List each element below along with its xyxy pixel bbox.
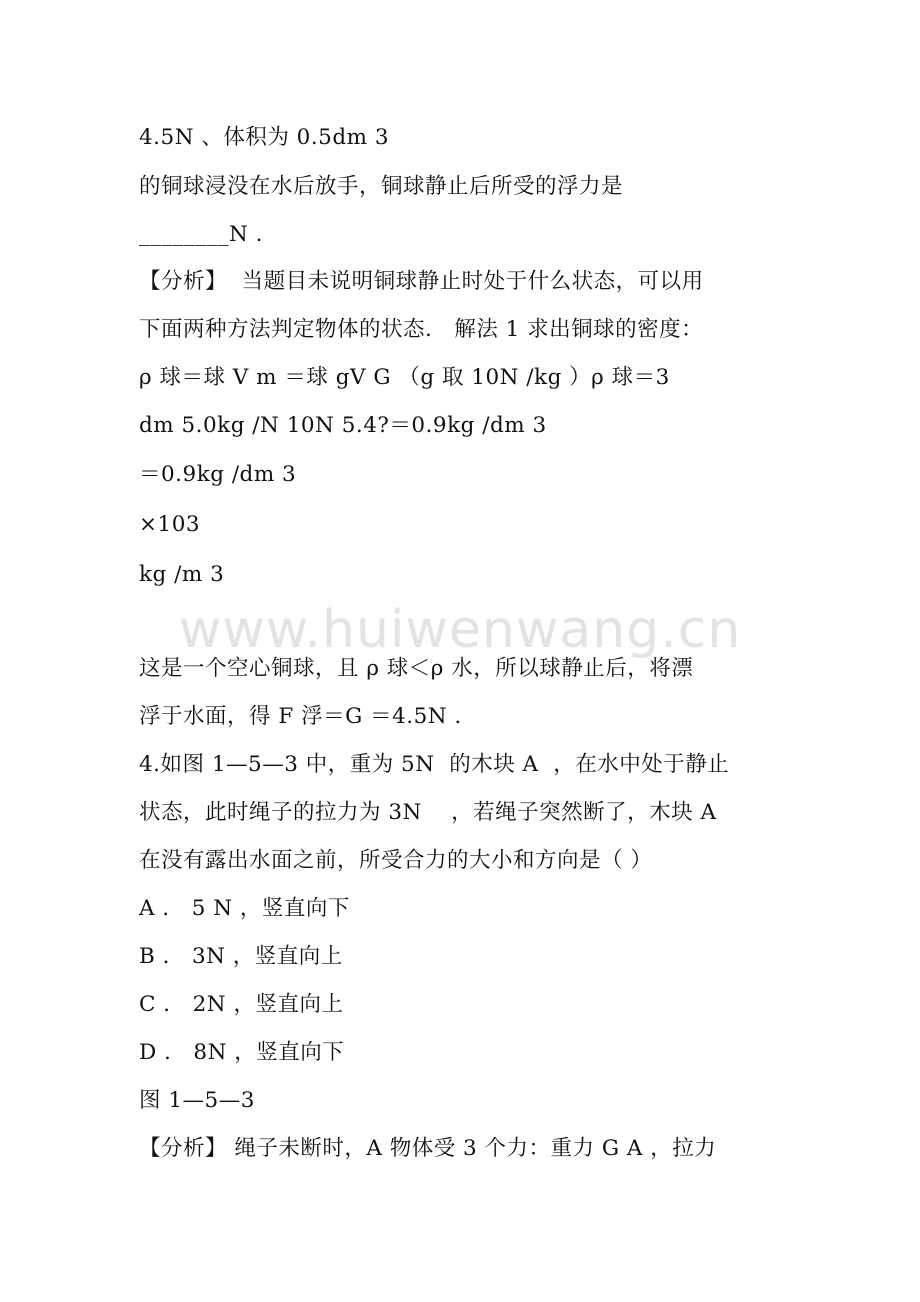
text-line: ________N . (139, 222, 263, 247)
text-line: 4.如图 1—5—3 中，重为 5N 的木块 A ，在水中处于静止 (139, 752, 730, 777)
text-line: 下面两种方法判定物体的状态. 解法 1 求出铜球的密度： (139, 317, 704, 342)
text-line: 图 1—5—3 (139, 1088, 255, 1113)
text-line: B ． 3N ，竖直向上 (139, 944, 343, 969)
text-line: 在没有露出水面之前，所受合力的大小和方向是（ ） (139, 848, 653, 873)
text-line: 【分析】 当题目未说明铜球静止时处于什么状态，可以用 (139, 269, 704, 294)
text-line: 的铜球浸没在水后放手，铜球静止后所受的浮力是 (139, 174, 624, 199)
text-line: ＝0.9kg /dm 3 (139, 462, 297, 487)
text-line: dm 5.0kg /N 10N 5.4?＝0.9kg /dm 3 (139, 413, 547, 438)
text-line: 状态，此时绳子的拉力为 3N ，若绳子突然断了，木块 A (139, 800, 717, 825)
text-line: 这是一个空心铜球，且 ρ 球＜ρ 水，所以球静止后，将漂 (139, 656, 694, 681)
text-line: D ． 8N ，竖直向下 (139, 1040, 345, 1065)
text-line: ×103 (139, 512, 201, 537)
text-line: 【分析】 绳子未断时，A 物体受 3 个力：重力 G A ，拉力 (139, 1136, 717, 1161)
text-line: 4.5N 、体积为 0.5dm 3 (139, 125, 390, 150)
text-line: C ． 2N ，竖直向上 (139, 992, 344, 1017)
text-line: kg /m 3 (139, 562, 225, 587)
text-line: A ． 5 N ，竖直向下 (139, 896, 350, 921)
watermark: www.huiwenwang.cn (178, 600, 742, 660)
text-line: 浮于水面，得 F 浮＝G ＝4.5N . (139, 704, 462, 729)
text-line: ρ 球＝球 V m ＝球 gV G （g 取 10N /kg ）ρ 球＝3 (139, 365, 670, 390)
